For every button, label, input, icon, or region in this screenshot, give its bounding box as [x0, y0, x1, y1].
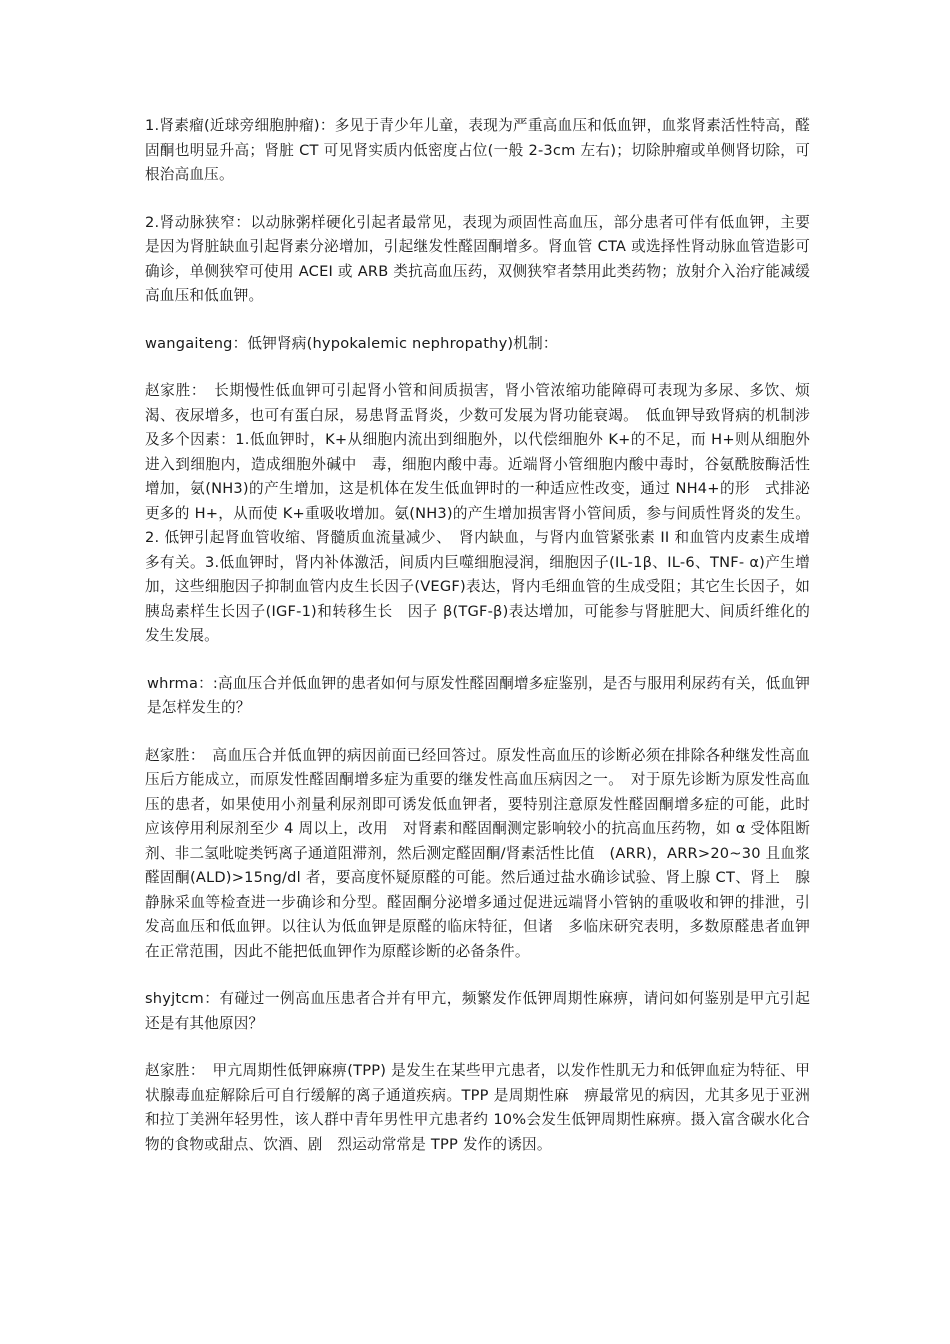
paragraph-renin-tumor: 1.肾素瘤(近球旁细胞肿瘤)：多见于青少年儿童，表现为严重高血压和低血钾，血浆肾素活性特高，醛固酮也明显升高；肾脏 CT 可见肾实质内低密度占位(一般 2-3cm 左右)；切除肿瘤或单侧肾切除，可根治高血压。 — [145, 117, 810, 183]
document-body — [145, 114, 810, 1180]
question-hypokalemic-nephropathy: wangaiteng：低钾肾病(hypokalemic nephropathy)机制： — [145, 334, 558, 352]
paragraph-renal-artery-stenosis: 2.肾动脉狭窄：以动脉粥样硬化引起者最常见，表现为顽固性高血压，部分患者可伴有低血钾，主要是因为肾脏缺血引起肾素分泌增加，引起继发性醛固酮增多。肾血管 CTA 或选择性肾动脉血管造影可确诊，单侧狭窄可使用 ACEI 或 ARB 类抗高血压药，双侧狭窄者禁用此类药物；放射介入治疗能减缓高血压和低血钾。 — [145, 213, 810, 304]
question-thyrotoxic-paralysis: shyjtcm：有碰过一例高血压患者合并有甲亢，频繁发作低钾周期性麻痹，请问如何鉴别是甲亢引起还是有其他原因？ — [145, 990, 810, 1032]
answer-thyrotoxic-paralysis: 赵家胜： 甲亢周期性低钾麻痹(TPP) 是发生在某些甲亢患者，以发作性肌无力和低钾血症为特征、甲状腺毒血症解除后可自行缓解的离子通道疾病。TPP 是周期性麻 痹最常见的病因，尤其多见于亚洲和拉丁美洲年轻男性，该人群中青年男性甲亢患者约 10%会发生低钾周期性麻痹。摄入富含碳水化合物的食物或甜点、饮酒、剧 烈运动常常是 TPP 发作的诱因。 — [145, 1062, 810, 1153]
answer-hypokalemic-nephropathy: 赵家胜： 长期慢性低血钾可引起肾小管和间质损害，肾小管浓缩功能障碍可表现为多尿、多饮、烦渴、夜尿增多，也可有蛋白尿，易患肾盂肾炎，少数可发展为肾功能衰竭。 低血钾导致肾病的机制涉及多个因素：1.低血钾时，K+从细胞内流出到细胞外，以代偿细胞外 K+的不足，而 H+则从细胞外进入到细胞内，造成细胞外碱中 毒，细胞内酸中毒。近端肾小管细胞内酸中毒时，谷氨酰胺酶活性增加，氨(NH3)的产生增加，这是机体在发生低血钾时的一种适应性改变，通过 NH4+的形 式排泌更多的 H+，从而使 K+重吸收增加。氨(NH3)的产生增加损害肾小管间质，参与间质性肾炎的发生。2. 低钾引起肾血管收缩、肾髓质血流量减少、 肾内缺血，与肾内血管紧张素 II 和血管内皮素生成增多有关。3.低血钾时，肾内补体激活，间质内巨噬细胞浸润，细胞因子(IL-1β、IL-6、TNF- α)产生增加，这些细胞因子抑制血管内皮生长因子(VEGF)表达，肾内毛细血管的生成受阻；其它生长因子，如胰岛素样生长因子(IGF-1)和转移生长 因子 β(TGF-β)表达增加，可能参与肾脏肥大、间质纤维化的发生发展。 — [145, 382, 810, 644]
answer-aldosteronism: 赵家胜： 高血压合并低血钾的病因前面已经回答过。原发性高血压的诊断必须在排除各种继发性高血压后方能成立，而原发性醛固酮增多症为重要的继发性高血压病因之一。 对于原先诊断为原发性高血压的患者，如果使用小剂量利尿剂即可诱发低血钾者，要特别注意原发性醛固酮增多症的可能，此时应该停用利尿剂至少 4 周以上，改用 对肾素和醛固酮测定影响较小的抗高血压药物，如 α 受体阻断剂、非二氢吡啶类钙离子通道阻滞剂，然后测定醛固酮/肾素活性比值 (ARR)，ARR>20~30 且血浆醛固酮(ALD)>15ng/dl 者，要高度怀疑原醛的可能。然后通过盐水确诊试验、肾上腺 CT、肾上 腺静脉采血等检查进一步确诊和分型。醛固酮分泌增多通过促进远端肾小管钠的重吸收和钾的排泄，引发高血压和低血钾。以往认为低血钾是原醛的临床特征，但诸 多临床研究表明，多数原醛患者血钾在正常范围，因此不能把低血钾作为原醛诊断的必备条件。 — [145, 746, 810, 960]
question-aldosteronism: whrma：:高血压合并低血钾的患者如何与原发性醛固酮增多症鉴别，是否与服用利尿药有关，低血钾是怎样发生的？ — [147, 674, 810, 716]
